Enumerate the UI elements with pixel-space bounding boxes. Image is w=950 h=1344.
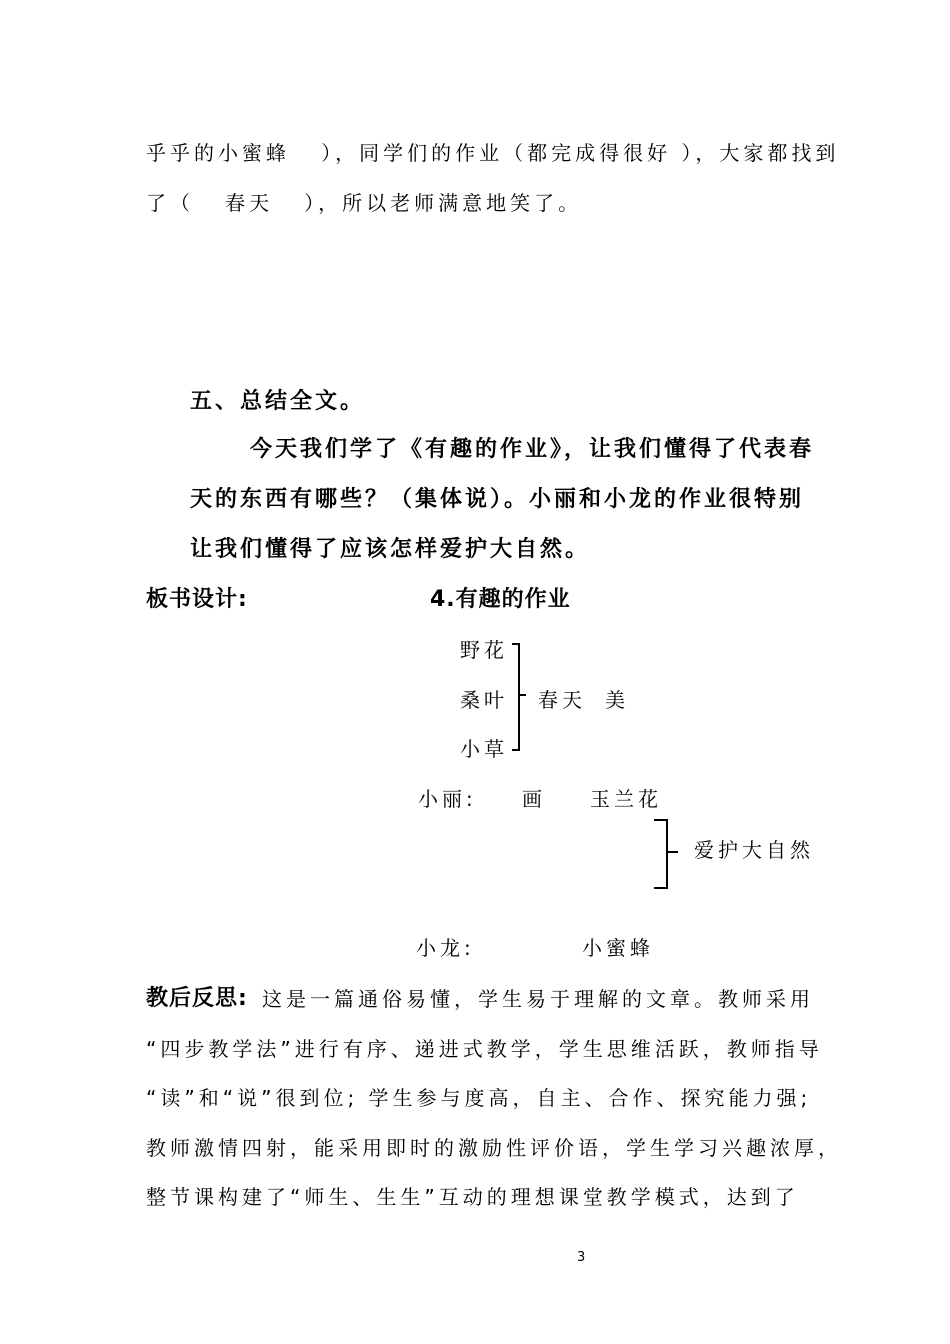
reflection-line: 整节课构建了“师生、生生”互动的理想课堂教学模式，达到了 xyxy=(146,1185,799,1209)
board-item: 桑叶 xyxy=(460,688,508,712)
board-beauty: 美 xyxy=(605,688,629,712)
page-number: 3 xyxy=(577,1250,586,1265)
board-label: 板书设计: xyxy=(146,587,248,612)
brace-point xyxy=(668,851,678,853)
board-draw: 画 xyxy=(522,787,546,811)
board-xiaolong: 小龙: xyxy=(416,936,475,960)
board-bee: 小蜜蜂 xyxy=(582,936,654,960)
board-protect: 爱护大自然 xyxy=(694,838,814,862)
paragraph-line: 乎乎的小蜜蜂 ），同学们的作业（都完成得很好 ），大家都找到 xyxy=(146,141,840,165)
section-heading: 五、总结全文。 xyxy=(190,389,366,414)
reflection-line: 这是一篇通俗易懂，学生易于理解的文章。教师采用 xyxy=(262,987,814,1011)
board-item: 小草 xyxy=(460,737,508,761)
reflection-line: “读”和“说”很到位; 学生参与度高，自主、合作、探究能力强; xyxy=(146,1086,812,1110)
board-spring: 春天 xyxy=(538,688,586,712)
summary-line: 今天我们学了《有趣的作业》，让我们懂得了代表春 xyxy=(250,437,815,462)
summary-line: 天的东西有哪些？（集体说）。小丽和小龙的作业很特别 xyxy=(190,487,805,512)
summary-line: 让我们懂得了应该怎样爱护大自然。 xyxy=(190,537,591,562)
brace-icon xyxy=(512,643,520,751)
brace-icon xyxy=(654,819,668,889)
reflection-label: 教后反思: xyxy=(146,986,248,1011)
reflection-line: “四步教学法”进行有序、递进式教学，学生思维活跃，教师指导 xyxy=(146,1037,823,1061)
board-title: 4.有趣的作业 xyxy=(430,587,571,612)
board-xiaoli: 小丽: xyxy=(418,787,477,811)
paragraph-line: 了（ 春天 ），所以老师满意地笑了。 xyxy=(146,191,583,215)
board-magnolia: 玉兰花 xyxy=(590,787,662,811)
brace-point xyxy=(520,694,526,696)
reflection-line: 教师激情四射，能采用即时的激励性评价语，学生学习兴趣浓厚， xyxy=(146,1136,842,1160)
board-item: 野花 xyxy=(460,638,508,662)
